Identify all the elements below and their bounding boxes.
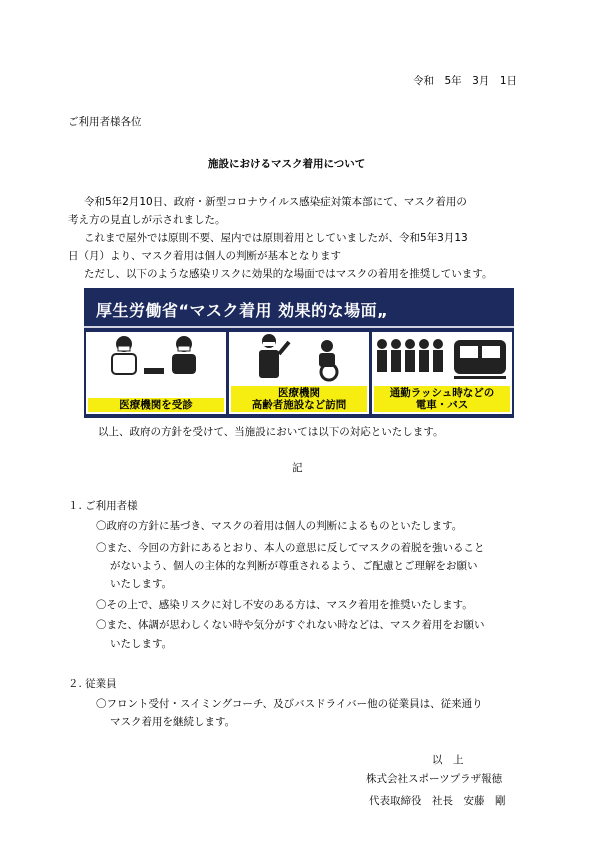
banner-divider — [84, 326, 514, 328]
intro-line: 令和5年2月10日、政府・新型コロナウイルス感染症対策本部にて、マスク着用の — [84, 196, 467, 208]
company-name: 株式会社スポーツプラザ報徳 — [366, 773, 503, 785]
after-banner-text: 以上、政府の方針を受けて、当施設においては以下の対応といたします。 — [98, 426, 444, 438]
document-title: 施設におけるマスク着用について — [208, 158, 366, 170]
intro-line: 考え方の見直しが示されました。 — [68, 214, 226, 226]
signer: 代表取締役 社長 安藤 剛 — [369, 795, 506, 807]
banner-panel-hospital — [86, 332, 226, 414]
intro-line: これまで屋外では原則不要、屋内では原則着用としていましたが、令和5年3月13 — [84, 232, 468, 244]
panel-caption: 医療機関 高齢者施設など訪問 — [231, 386, 367, 412]
panel-caption: 通勤ラッシュ時などの 電車・バス — [374, 386, 510, 412]
ki-heading: 記 — [292, 462, 303, 474]
section-heading: １. ご利用者様 — [68, 500, 138, 512]
doctor-patient-icon — [86, 332, 226, 382]
section-line: いたします。 — [110, 578, 173, 590]
intro-line: ただし、以下のような感染リスクに効果的な場面ではマスクの着用を推奨しています。 — [84, 268, 493, 280]
visitor-wheelchair-icon — [229, 332, 369, 382]
panel-caption: 医療機関を受診 — [88, 398, 224, 412]
section-line: 〇フロント受付・スイミングコーチ、及びバスドライバー他の従業員は、従来通り — [96, 698, 483, 710]
section-line: いたします。 — [110, 638, 173, 650]
closing-mark: 以 上 — [432, 754, 464, 766]
crowded-train-icon — [372, 332, 512, 382]
banner-title: 厚生労働省“マスク着用 効果的な場面„ — [96, 301, 389, 320]
section-heading: ２. 従業員 — [68, 678, 117, 690]
section-line: 〇その上で、感染リスクに対し不安のある方は、マスク着用を推奨いたします。 — [96, 599, 473, 611]
section-line: 〇また、体調が思わしくない時や気分がすぐれない時などは、マスク着用をお願い — [96, 619, 485, 631]
intro-line: 日（月）より、マスク着用は個人の判断が基本となります — [68, 250, 341, 262]
addressee: ご利用者様各位 — [68, 116, 142, 128]
banner-panel-facility-visit — [229, 332, 369, 414]
section-line: マスク着用を継続します。 — [110, 716, 236, 728]
section-line: 〇政府の方針に基づき、マスクの着用は個人の判断によるものといたします。 — [96, 520, 463, 532]
document-date: 令和 5年 3月 1日 — [413, 75, 518, 87]
section-line: 〇また、今回の方針にあるとおり、本人の意思に反してマスクの着脱を強いること — [96, 542, 485, 554]
banner-panel-commute — [372, 332, 512, 414]
section-line: がないよう、個人の主体的な判断が尊重されるよう、ご配慮とご理解をお願い — [110, 560, 478, 572]
mask-scenes-banner — [84, 288, 514, 418]
